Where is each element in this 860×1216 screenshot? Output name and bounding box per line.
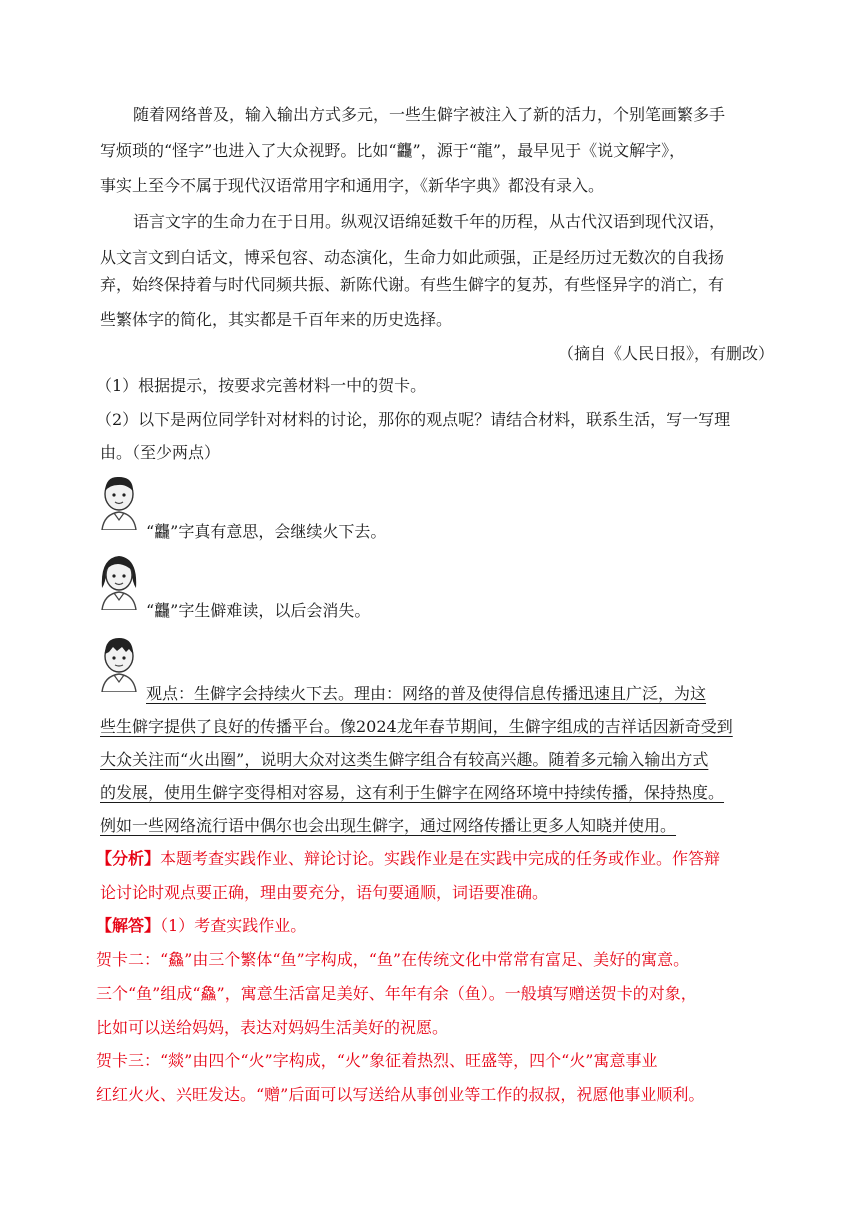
paragraph-2-line: 些繁体字的简化，其实都是千百年来的历史选择。	[100, 310, 453, 329]
solution-text: （1）考查实践作业。	[160, 916, 307, 935]
analysis-tag: 【分析】	[96, 849, 161, 868]
student-avatar-icon	[96, 634, 142, 692]
question-2-line: （2）以下是两位同学针对材料的讨论，那你的观点呢？请结合材料，联系生活，写一写理	[96, 410, 731, 429]
boy-avatar-icon	[96, 472, 142, 530]
answer-line: 例如一些网络流行语中偶尔也会出现生僻字，通过网络传播让更多人知晓并使用。	[100, 816, 677, 835]
boy-speech: “龘”字真有意思，会继续火下去。	[146, 522, 387, 541]
solution-line	[96, 915, 306, 937]
paragraph-1-line: 随着网络普及，输入输出方式多元，一些生僻字被注入了新的活力，个别笔画繁多手	[133, 105, 726, 124]
paragraph-2-line: 弃，始终保持着与时代同频共振、新陈代谢。有些生僻字的复苏，有些怪异字的消亡，有	[100, 275, 725, 294]
question-2-line: 由。（至少两点）	[100, 443, 221, 462]
paragraph-1-line: 事实上至今不属于现代汉语常用字和通用字，《新华字典》都没有录入。	[100, 176, 605, 195]
paragraph-2-line: 语言文字的生命力在于日用。纵观汉语绵延数千年的历程，从古代汉语到现代汉语，	[133, 212, 726, 231]
paragraph-2-line: 从文言文到白话文，博采包容、动态演化，生命力如此顽强，正是经历过无数次的自我扬	[100, 248, 725, 267]
question-1: （1）根据提示，按要求完善材料一中的贺卡。	[96, 376, 427, 395]
answer-line: 些生僻字提供了良好的传播平台。像2024龙年春节期间，生僻字组成的吉祥话因新奇受到	[100, 717, 733, 736]
analysis-line: 论讨论时观点要正确，理由要充分，语句要通顺，词语要准确。	[100, 883, 549, 902]
girl-avatar-icon	[96, 552, 142, 610]
solution-line: 比如可以送给妈妈，表达对妈妈生活美好的祝愿。	[96, 1018, 449, 1037]
source-citation: （摘自《人民日报》，有删改）	[557, 344, 774, 363]
analysis-text: 本题考查实践作业、辩论讨论。实践作业是在实践中完成的任务或作业。作答辩	[160, 849, 721, 868]
solution-tag: 【解答】	[96, 916, 161, 935]
paragraph-1-line: 写烦琐的“怪字”也进入了大众视野。比如“龘”，源于“龍”，最早见于《说文解字》，	[100, 141, 686, 160]
answer-line: 的发展，使用生僻字变得相对容易，这有利于生僻字在网络环境中持续传播，保持热度。	[100, 783, 725, 802]
solution-line: 红红火火、兴旺发达。“赠”后面可以写送给从事创业等工作的叔叔，祝愿他事业顺利。	[96, 1085, 705, 1104]
solution-line: 三个“鱼”组成“鱻”，寓意生活富足美好、年年有余（鱼）。一般填写赠送贺卡的对象，	[96, 984, 697, 1003]
answer-line: 大众关注而“火出圈”，说明大众对这类生僻字组合有较高兴趣。随着多元输入输出方式	[100, 750, 709, 769]
solution-line: 贺卡三：“燚”由四个“火”字构成，“火”象征着热烈、旺盛等，四个“火”寓意事业	[96, 1051, 658, 1070]
analysis-line	[96, 848, 720, 870]
solution-line: 贺卡二：“鱻”由三个繁体“鱼”字构成，“鱼”在传统文化中常常有富足、美好的寓意。	[96, 950, 690, 969]
answer-line: 观点：生僻字会持续火下去。理由：网络的普及使得信息传播迅速且广泛，为这	[146, 684, 707, 703]
girl-speech: “龘”字生僻难读，以后会消失。	[146, 601, 371, 620]
